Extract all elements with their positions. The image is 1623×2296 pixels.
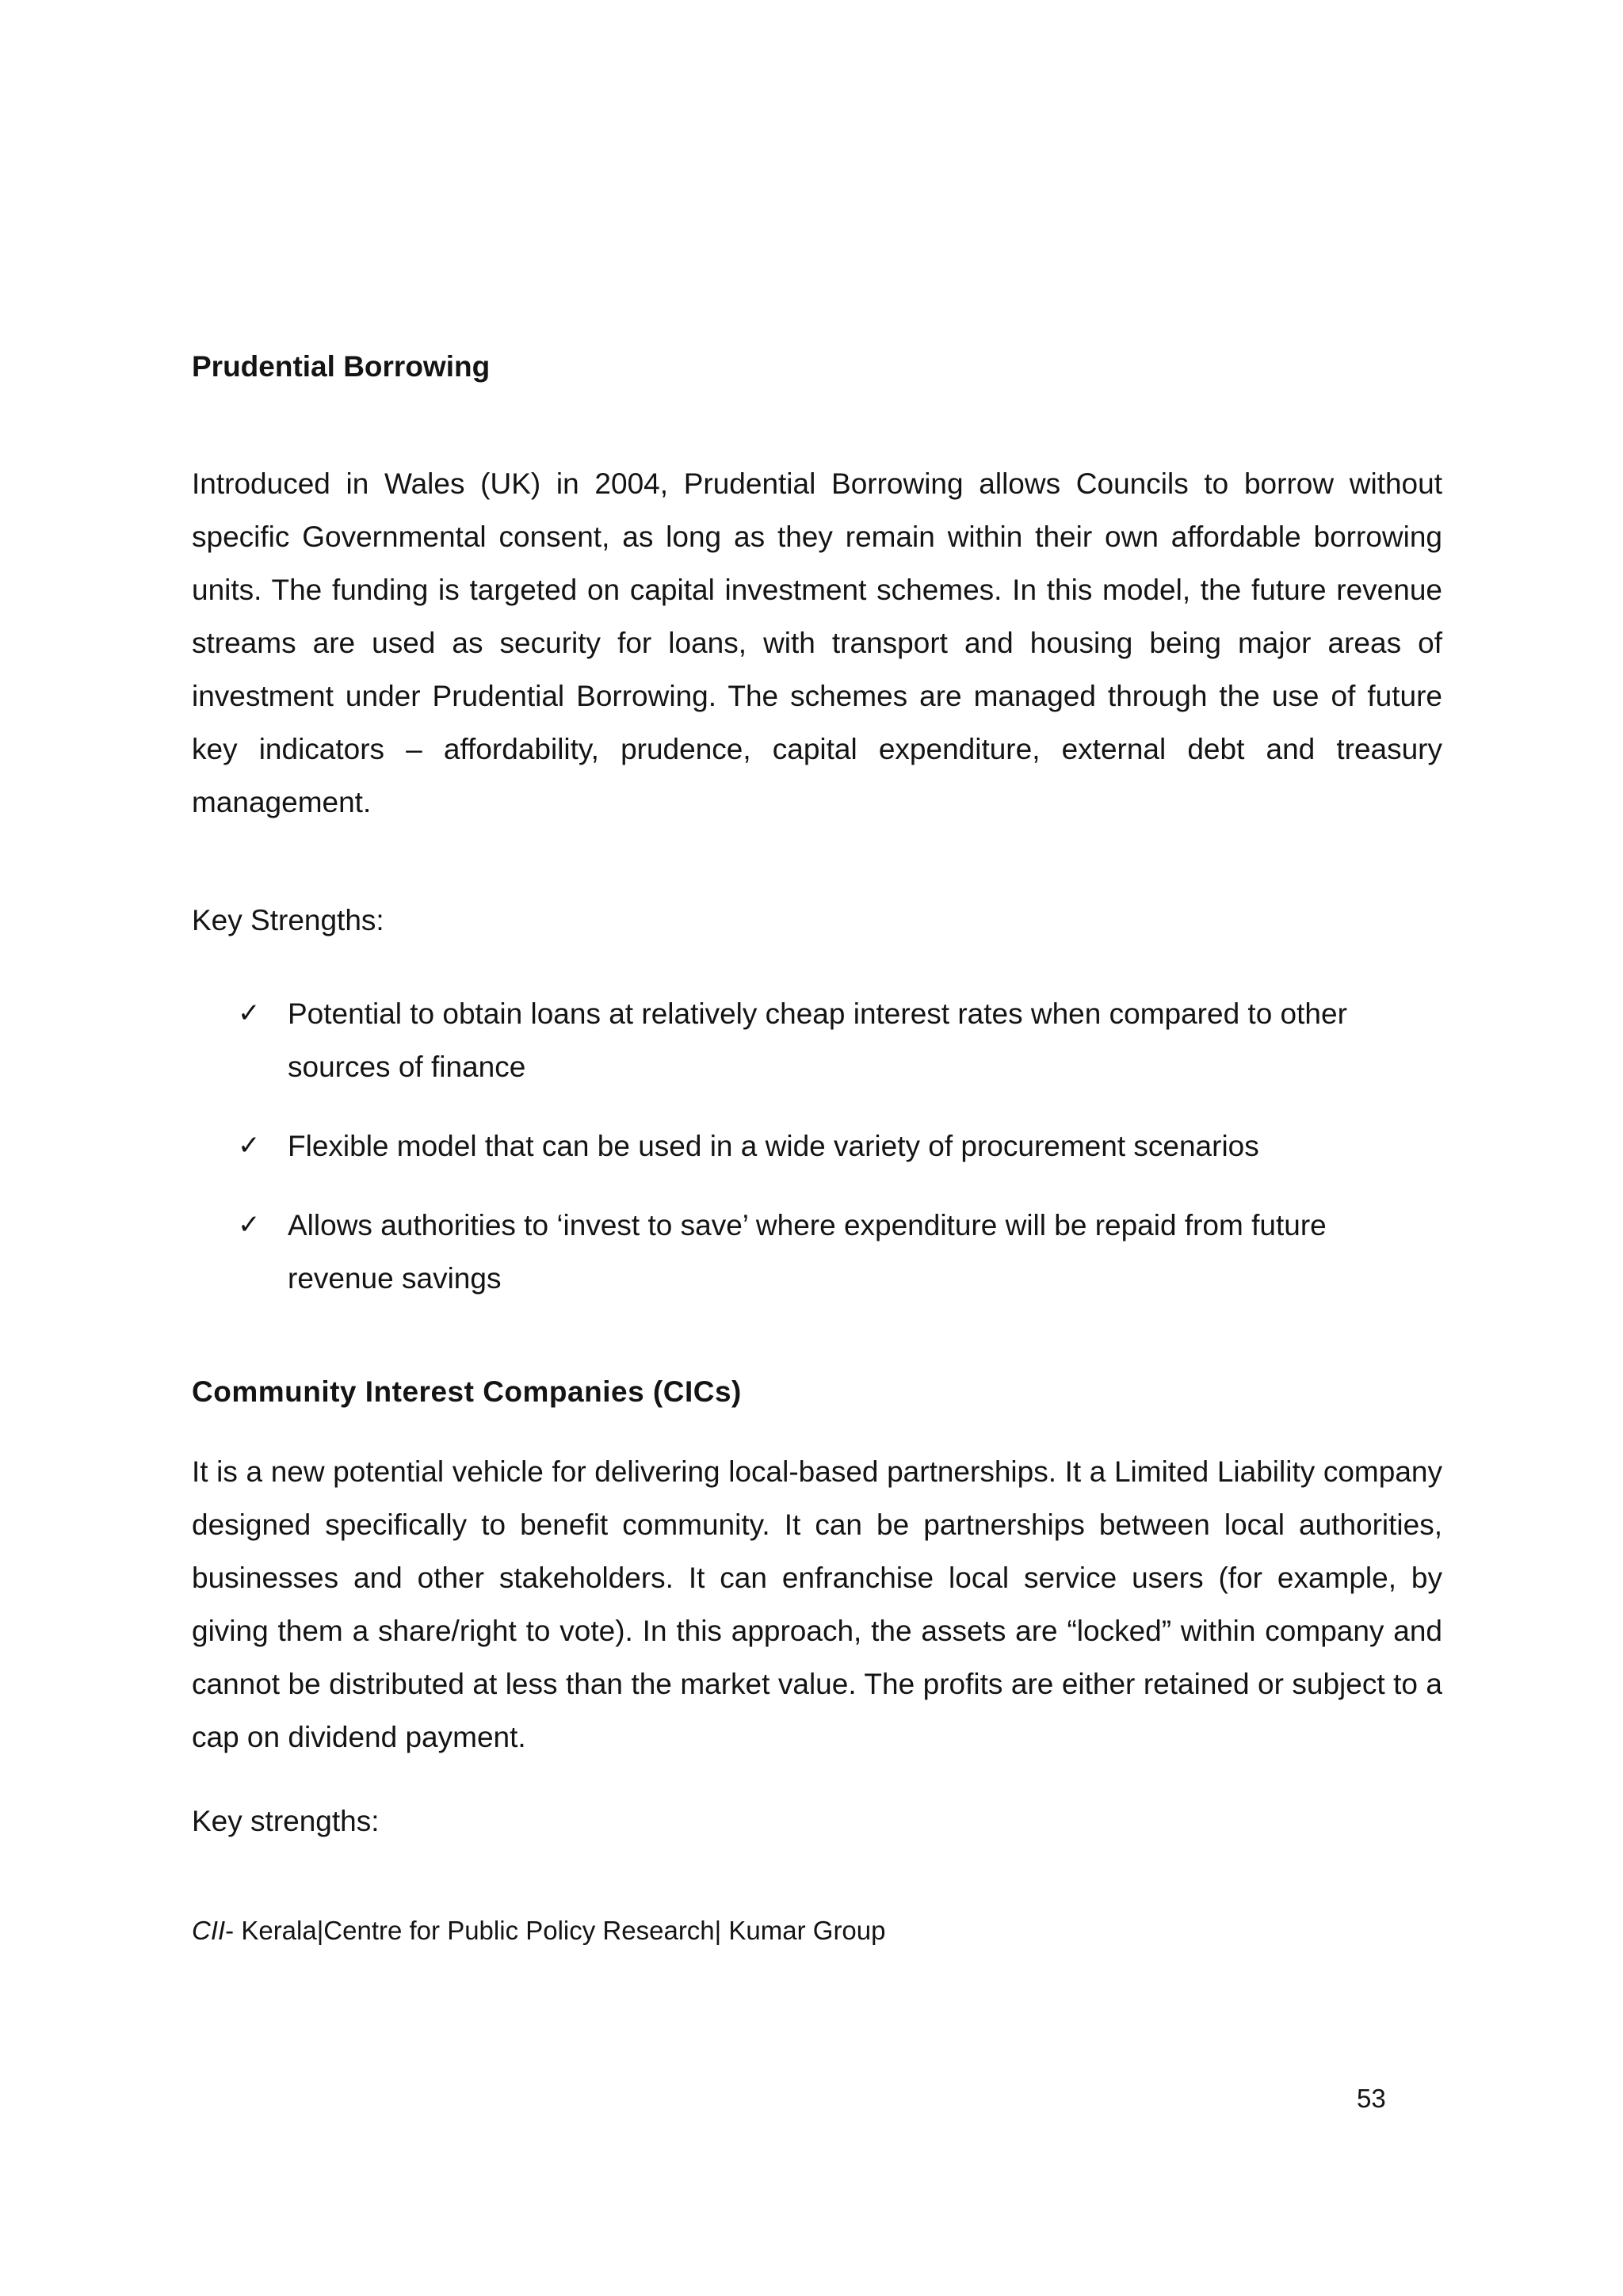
footer-org-abbrev: CII bbox=[192, 1916, 226, 1945]
list-item bbox=[238, 1199, 1395, 1305]
key-strengths-label: Key Strengths: bbox=[192, 904, 384, 936]
list-item-text: Allows authorities to ‘invest to save’ where expenditure will be repaid from future revenue savings bbox=[288, 1209, 1327, 1295]
checkmark-icon: ✓ bbox=[238, 1209, 261, 1241]
section-heading-community-interest-companies: Community Interest Companies (CICs) bbox=[192, 1375, 742, 1408]
list-item-text: Flexible model that can be used in a wide variety of procurement scenarios bbox=[288, 1130, 1259, 1162]
list-item bbox=[238, 987, 1395, 1093]
page-footer bbox=[192, 1917, 886, 1943]
paragraph-prudential-borrowing: Introduced in Wales (UK) in 2004, Prudential Borrowing allows Councils to borrow without specific Governmental consent, as long as they remain within their own affordable borrowing units. The funding is targeted on capital investment schemes. In this model, the future revenue streams are used as security for loans, with transport and housing being major areas of investment under Prudential Borrowing. The schemes are managed through the use of future key indicators – affordability, prudence, capital expenditure, external debt and treasury management. bbox=[192, 467, 1442, 818]
key-strengths-list bbox=[238, 987, 1395, 1331]
section-heading-prudential-borrowing: Prudential Borrowing bbox=[192, 350, 491, 383]
paragraph-community-interest-companies: It is a new potential vehicle for delivering local-based partnerships. It a Limited Liability company designed specifically to benefit community. It can be partnerships between local authorities, businesses and other stakeholders. It can enfranchise local service users (for example, by giving them a share/right to vote). In this approach, the assets are “locked” within company and cannot be distributed at less than the market value. The profits are either retained or subject to a cap on dividend payment. bbox=[192, 1455, 1442, 1753]
checkmark-icon: ✓ bbox=[238, 1130, 261, 1161]
key-strengths-label-cic: Key strengths: bbox=[192, 1805, 380, 1837]
checkmark-icon: ✓ bbox=[238, 997, 261, 1029]
list-item-text: Potential to obtain loans at relatively cheap interest rates when compared to other sources of finance bbox=[288, 997, 1347, 1083]
page-number: 53 bbox=[1357, 2084, 1386, 2113]
list-item bbox=[238, 1119, 1395, 1173]
footer-org-text: - Kerala|Centre for Public Policy Research| Kumar Group bbox=[225, 1916, 886, 1945]
